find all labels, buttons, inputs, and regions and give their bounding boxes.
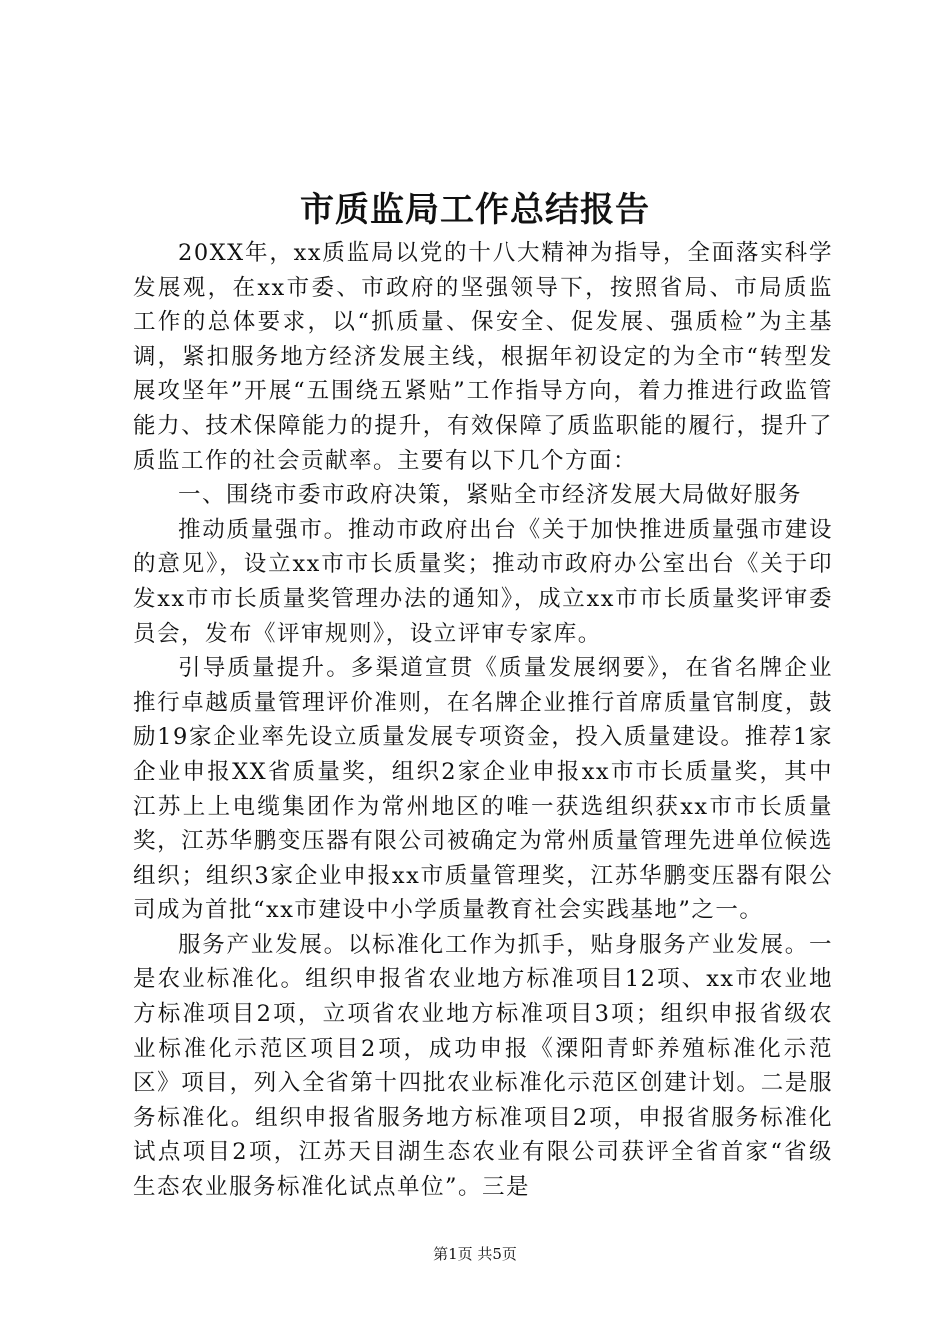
document-body: [133, 236, 833, 1205]
section-heading-1: 一、围绕市委市政府决策，紧贴全市经济发展大局做好服务: [178, 482, 803, 509]
paragraph-industry-service: 服务产业发展。以标准化工作为抓手，贴身服务产业发展。一是农业标准化。组织申报省农业地方标准项目12项、xx市农业地方标准项目2项，立项省农业地方标准项目3项；组织申报省级农业标准化示范区项目2项，成功申报《溧阳青虾养殖标准化示范区》项目，列入全省第十四批农业标准化示范区创建计划。二是服务标准化。组织申报省服务地方标准项目2项，申报省服务标准化试点项目2项，江苏天目湖生态农业有限公司获评全省首家“省级生态农业服务标准化试点单位”。三是: [133, 931, 833, 1201]
paragraph-quality-city: 推动质量强市。推动市政府出台《关于加快推进质量强市建设的意见》，设立xx市市长质量奖；推动市政府办公室出台《关于印发xx市市长质量奖管理办法的通知》，成立xx市市长质量奖评审委员会，发布《评审规则》，设立评审专家库。: [133, 516, 833, 647]
document-title: 市质监局工作总结报告: [300, 190, 650, 230]
paragraph-intro: 20XX年，xx质监局以党的十八大精神为指导，全面落实科学发展观，在xx市委、市政府的坚强领导下，按照省局、市局质监工作的总体要求，以“抓质量、保安全、促发展、强质检”为主基调，紧扣服务地方经济发展主线，根据年初设定的为全市“转型发展攻坚年”开展“五围绕五紧贴”工作指导方向，着力推进行政监管能力、技术保障能力的提升，有效保障了质监职能的履行，提升了质监工作的社会贡献率。主要有以下几个方面：: [133, 240, 833, 474]
page-number-footer: 第1页 共5页: [433, 1245, 517, 1263]
paragraph-quality-improvement: 引导质量提升。多渠道宣贯《质量发展纲要》，在省名牌企业推行卓越质量管理评价准则，在名牌企业推行首席质量官制度，鼓励19家企业率先设立质量发展专项资金，投入质量建设。推荐1家企业申报XX省质量奖，组织2家企业申报xx市市长质量奖，其中江苏上上电缆集团作为常州地区的唯一获选组织获xx市市长质量奖，江苏华鹏变压器有限公司被确定为常州质量管理先进单位候选组织；组织3家企业申报xx市质量管理奖，江苏华鹏变压器有限公司成为首批“xx市建设中小学质量教育社会实践基地”之一。: [133, 655, 833, 924]
